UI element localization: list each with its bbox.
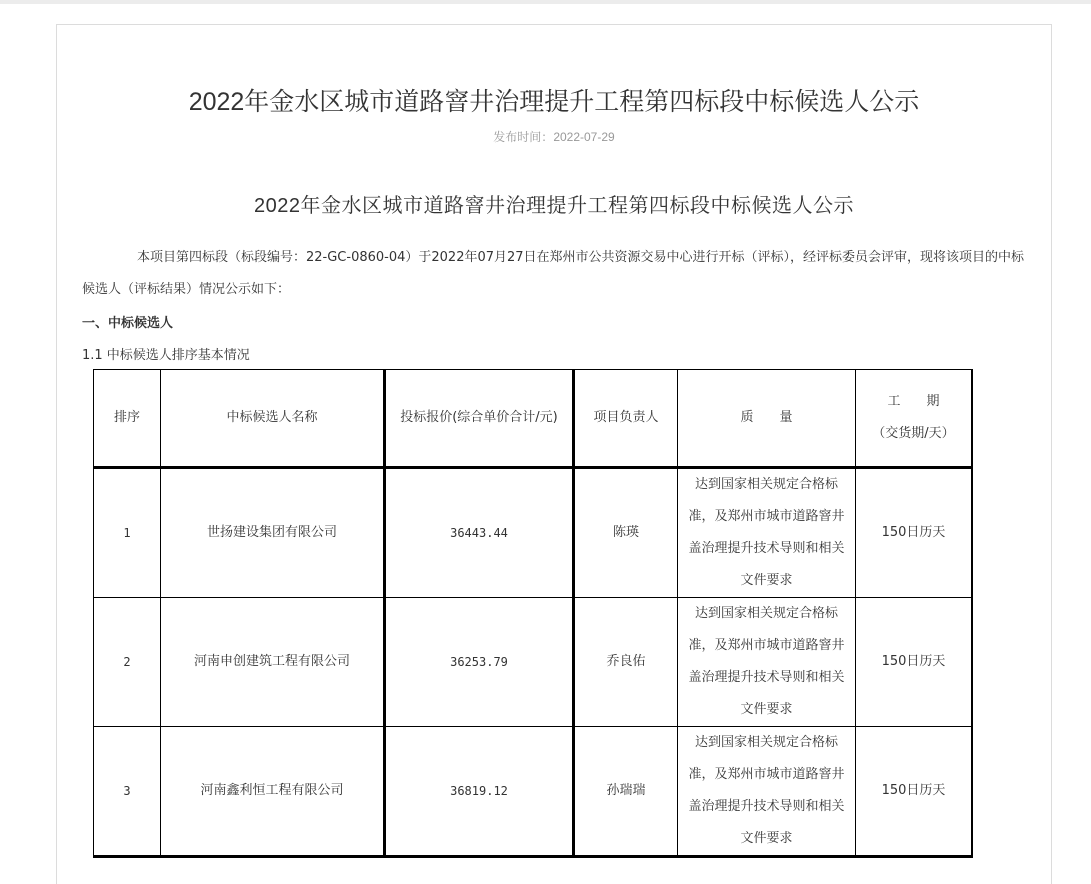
header-quality: 质 量 [678, 370, 856, 468]
table-row [94, 598, 973, 727]
cell-name: 世扬建设集团有限公司 [161, 468, 385, 598]
cell-quality [678, 598, 856, 727]
cell-manager: 陈瑛 [574, 468, 678, 598]
header-price [385, 370, 574, 468]
cell-rank: 1 [94, 468, 161, 598]
publish-date-value: 2022-07-29 [553, 130, 615, 144]
cell-price: 36253.79 [385, 598, 574, 727]
header-period-line2: （交货期/天） [872, 426, 955, 441]
cell-period: 150日历天 [856, 468, 973, 598]
cell-price: 36443.44 [385, 468, 574, 598]
cell-name: 河南鑫利恒工程有限公司 [161, 727, 385, 857]
table-row [94, 727, 973, 857]
cell-period: 150日历天 [856, 727, 973, 857]
page-title: 2022年金水区城市道路窨井治理提升工程第四标段中标候选人公示 [188, 88, 920, 116]
cell-quality [678, 727, 856, 857]
candidates-table [93, 369, 973, 858]
quality-text: 达到国家相关规定合格标准，及郑州市城市道路窨井盖治理提升技术导则和相关文件要求 [688, 606, 845, 717]
header-name: 中标候选人名称 [161, 370, 385, 468]
cell-price: 36819.12 [385, 727, 574, 857]
header-rank: 排序 [94, 370, 161, 468]
publish-date [57, 128, 1051, 145]
table-header-row [94, 370, 973, 468]
quality-text: 达到国家相关规定合格标准，及郑州市城市道路窨井盖治理提升技术导则和相关文件要求 [688, 477, 845, 588]
cell-rank: 2 [94, 598, 161, 727]
header-manager: 项目负责人 [574, 370, 678, 468]
content-heading: 2022年金水区城市道路窨井治理提升工程第四标段中标候选人公示 [254, 195, 854, 217]
article-container [56, 24, 1052, 884]
section-title: 一、中标候选人 [82, 316, 174, 331]
cell-name: 河南申创建筑工程有限公司 [161, 598, 385, 727]
intro-paragraph: 本项目第四标段（标段编号：22-GC-0860-04）于2022年07月27日在郑州市公共资源交易中心进行开标（评标），经评标委员会评审，现将该项目的中标候选人（评标结果）情况公示如下： [82, 250, 1025, 297]
top-bar [0, 0, 1091, 4]
cell-quality [678, 468, 856, 598]
header-price-label: 投标报价(综合单价合计/元) [400, 410, 558, 425]
header-period-line1: 工 期 [887, 394, 940, 409]
cell-manager: 孙瑞瑞 [574, 727, 678, 857]
publish-label: 发布时间： [493, 130, 554, 144]
cell-rank: 3 [94, 727, 161, 857]
quality-text: 达到国家相关规定合格标准，及郑州市城市道路窨井盖治理提升技术导则和相关文件要求 [688, 735, 845, 846]
table-row [94, 468, 973, 598]
subsection-title: 1.1 中标候选人排序基本情况 [82, 348, 250, 363]
cell-manager: 乔良佑 [574, 598, 678, 727]
cell-period: 150日历天 [856, 598, 973, 727]
header-period [856, 370, 973, 468]
